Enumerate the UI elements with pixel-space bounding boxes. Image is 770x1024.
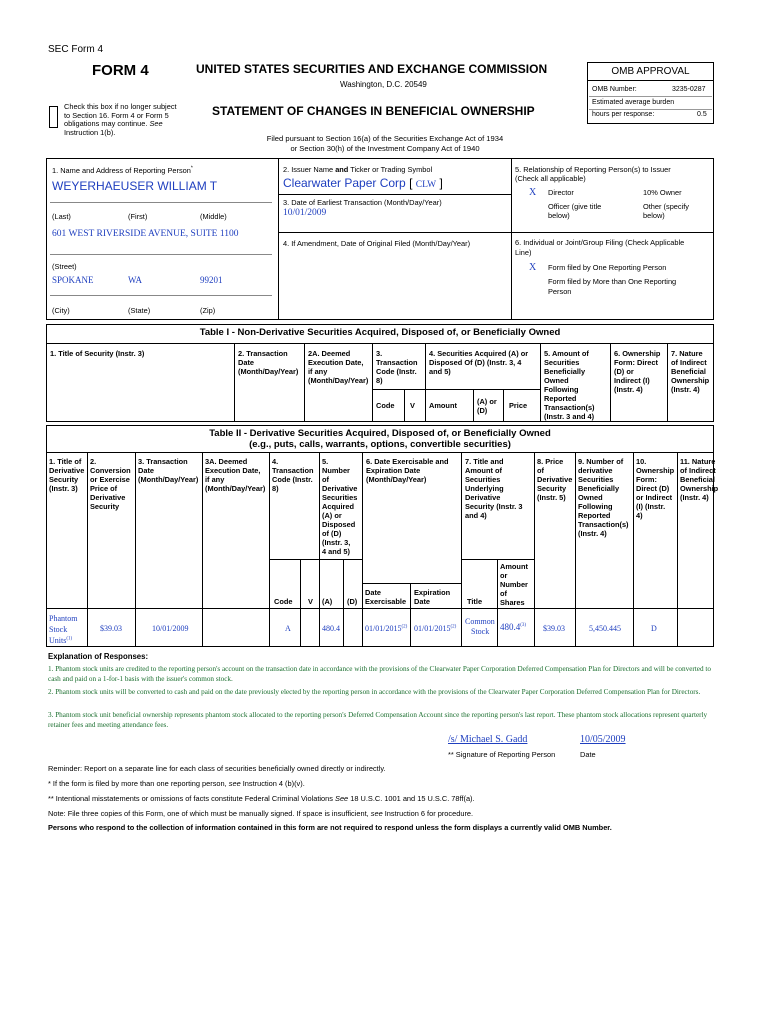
t2-row-title-1: Common bbox=[465, 617, 495, 626]
t2-col2-l6: Security bbox=[90, 502, 120, 511]
explanation-item-2: 2. Phantom stock units will be converted to cash and paid on the date previously elected by the reporting person in accordance with the provisions of the Clearwater Paper Corporation Deferred Compensation Plan for Directors. bbox=[48, 688, 701, 696]
t2-col9-l5: Owned bbox=[578, 493, 603, 502]
t2-col5-l6: Acquired bbox=[322, 502, 355, 511]
omb-number-label: OMB Number: bbox=[592, 86, 637, 93]
t2-col3a-l1: 3A. Deemed bbox=[205, 457, 248, 466]
t2-col8-l2: of bbox=[537, 466, 544, 475]
t2-sub-date-ex-2: Exercisable bbox=[365, 597, 407, 606]
t2-col5-l3: of bbox=[322, 475, 329, 484]
file-note-1: Note: File three copies of this Form, one of which must be manually signed. If space is insufficient, bbox=[48, 809, 369, 818]
t2-col3a-header bbox=[205, 457, 265, 493]
t2-col7-l5: Derivative bbox=[465, 493, 501, 502]
t2-col5-l8: Disposed bbox=[322, 520, 356, 529]
other-label-2: below) bbox=[643, 211, 665, 220]
t1-col3-l2: Transaction bbox=[376, 358, 418, 367]
one-person-label: Form filed by One Reporting Person bbox=[548, 263, 667, 272]
filed-pursuant-1: Filed pursuant to Section 16(a) of the Securities Exchange Act of 1934 bbox=[266, 134, 504, 143]
director-mark[interactable]: X bbox=[529, 187, 537, 198]
t2-row-shares-text: 480.4 bbox=[500, 622, 521, 632]
earliest-transaction-label: 3. Date of Earliest Transaction (Month/Day/Year) bbox=[283, 198, 442, 207]
zip-label: (Zip) bbox=[200, 306, 216, 315]
signature-label: ** Signature of Reporting Person bbox=[448, 750, 556, 759]
t2-col6-l2: Expiration Date bbox=[366, 466, 421, 475]
t2-col7-l7: and 4) bbox=[465, 511, 487, 520]
t2-col5-l1: 5. bbox=[322, 457, 329, 466]
t2-col1-l3: Security bbox=[49, 475, 79, 484]
t1-col4-l1: 4. Securities Acquired (A) or bbox=[429, 349, 529, 358]
relationship-label-2: (Check all applicable) bbox=[515, 174, 586, 183]
t2-col9-l9: (Instr. 4) bbox=[578, 529, 607, 538]
t2-col8-header bbox=[537, 457, 572, 502]
t2-col5-l7: (A) or bbox=[322, 511, 342, 520]
t1-sub-v: V bbox=[410, 401, 415, 410]
t2-col10-l3: Form: bbox=[636, 475, 657, 484]
more-persons-label bbox=[548, 277, 676, 297]
checkbox-text-2: to Section 16. Form 4 or Form 5 bbox=[64, 110, 169, 120]
checkbox-text-3a: obligations may continue. bbox=[64, 119, 148, 129]
t2-row-title bbox=[465, 617, 495, 637]
t1-col7-l2: of Indirect bbox=[671, 358, 707, 367]
dstar-note-2: 18 U.S.C. 1001 and 15 U.S.C. 78ff(a). bbox=[350, 794, 475, 803]
t2-row-security-3 bbox=[49, 635, 77, 646]
t2-row-number-a: 480.4 bbox=[322, 624, 340, 633]
t1-col2a-l1: 2A. Deemed bbox=[308, 349, 351, 358]
t2-row-shares-fn: (3) bbox=[520, 623, 527, 628]
t2-row-security-fn: (1) bbox=[66, 636, 73, 642]
t2-col1-l1: 1. Title of bbox=[49, 457, 82, 466]
t2-col7-l6: Security (Instr. 3 bbox=[465, 502, 523, 511]
t2-col10-l5: or Indirect bbox=[636, 493, 673, 502]
table-2-title-1: Table II - Derivative Securities Acquired, Disposed of, or Beneficially Owned bbox=[209, 428, 551, 439]
t1-col4-header bbox=[429, 349, 528, 376]
checkbox-text-3b: See bbox=[149, 119, 163, 129]
star-note-2: Instruction 4 (b)(v). bbox=[242, 779, 305, 788]
explanation-item-1: 1. Phantom stock units are credited to the reporting person's account on the transaction date in accordance with the provisions of the Clearwater Paper Corporation Deferred Compensation Plan for Directors and will be converted to cash and paid on a 1-for-1 basis with the issuer's common stock. bbox=[48, 665, 711, 683]
reporting-person-label: 1. Name and Address of Reporting Person* bbox=[52, 165, 193, 175]
t2-col5-l2: Number bbox=[322, 466, 350, 475]
t2-col4-l1: 4. bbox=[272, 457, 279, 466]
t2-row-date: 10/01/2009 bbox=[152, 624, 189, 633]
ticker-symbol[interactable]: CLW bbox=[415, 180, 437, 190]
t2-col5-l5: Securities bbox=[322, 493, 358, 502]
t1-col2a-l3: if any bbox=[308, 367, 328, 376]
state-value[interactable]: WA bbox=[128, 275, 142, 285]
t1-col5-l6: Reported bbox=[544, 394, 577, 403]
t2-col2-l2: Conversion bbox=[90, 466, 131, 475]
t2-col4-l4: 8) bbox=[272, 484, 279, 493]
explanation-item-3: 3. Phantom stock unit beneficial ownership represents phantom stock allocated to the reporting person's Deferred Compensation Account since the reporting person's last report. These phantom stock allocations represent quarterly retainer fees and meeting attendance fees. bbox=[48, 711, 708, 729]
file-copies-note bbox=[48, 809, 728, 819]
t2-col1-l2: Derivative bbox=[49, 466, 85, 475]
t1-col3-l1: 3. bbox=[376, 349, 383, 358]
t1-sub-price: Price bbox=[509, 401, 528, 410]
t2-row-owned: 5,450.445 bbox=[589, 624, 621, 633]
t2-col4-l2: Transaction bbox=[272, 466, 314, 475]
filing-label-2: Line) bbox=[515, 248, 532, 257]
t2-row-security bbox=[49, 613, 77, 646]
director-label: Director bbox=[548, 188, 574, 197]
city-value[interactable]: SPOKANE bbox=[52, 275, 94, 285]
other-label-1: Other (specify bbox=[643, 202, 690, 211]
omb-title: OMB APPROVAL bbox=[611, 66, 690, 77]
issuer-name[interactable]: Clearwater Paper Corp [ CLW ] bbox=[283, 176, 443, 190]
t2-row-code: A bbox=[285, 624, 291, 633]
t1-col3-l4: 8) bbox=[376, 376, 383, 385]
t2-row-exercisable-fn: (2) bbox=[401, 624, 408, 630]
other-label bbox=[643, 202, 689, 220]
t2-col7-l1: 7. Title and bbox=[465, 457, 504, 466]
t2-col5-l10: (Instr. 3, bbox=[322, 538, 351, 547]
t2-row-shares bbox=[500, 623, 526, 632]
dstar-note-1: ** Intentional misstatements or omissions of facts constitute Federal Criminal Violations bbox=[48, 794, 333, 803]
signature-name[interactable]: /s/ Michael S. Gadd bbox=[448, 734, 528, 745]
relationship-label-1: 5. Relationship of Reporting Person(s) to Issuer bbox=[515, 165, 671, 174]
t2-col8-l5: (Instr. 5) bbox=[537, 493, 566, 502]
filed-pursuant bbox=[230, 134, 540, 154]
t2-col6-header bbox=[366, 457, 449, 484]
t2-sub-a: (A) bbox=[322, 597, 333, 606]
t2-col10-l1: 10. bbox=[636, 457, 647, 466]
issuer-name-value[interactable]: Clearwater Paper Corp bbox=[283, 176, 406, 190]
omb-hours-label: hours per response: bbox=[592, 111, 655, 118]
t2-row-price: $39.03 bbox=[543, 624, 565, 633]
t2-col7-l2: Amount of bbox=[465, 466, 502, 475]
one-person-mark[interactable]: X bbox=[529, 262, 537, 273]
t1-col7-l5: (Instr. 4) bbox=[671, 385, 700, 394]
t2-sub-v: V bbox=[308, 597, 313, 606]
t1-col2-l3: (Month/Day/Year) bbox=[238, 367, 299, 376]
table-2-title-2: (e.g., puts, calls, warrants, options, convertible securities) bbox=[249, 439, 511, 450]
city-label: (City) bbox=[52, 306, 70, 315]
double-star-note bbox=[48, 794, 728, 804]
omb-burden-label: Estimated average burden bbox=[592, 99, 675, 106]
t2-col9-l8: Transaction(s) bbox=[578, 520, 629, 529]
t1-col6-l2: Form: Direct bbox=[614, 358, 658, 367]
table-2-title bbox=[46, 428, 714, 450]
issuer-label-a: 2. Issuer Name bbox=[283, 165, 334, 174]
t2-col7-header bbox=[465, 457, 523, 520]
street-label: (Street) bbox=[52, 262, 77, 271]
dstar-note-see: See bbox=[335, 794, 349, 803]
t2-col11-l4: Ownership bbox=[680, 484, 719, 493]
signature-date[interactable]: 10/05/2009 bbox=[580, 734, 626, 745]
statement-title: STATEMENT OF CHANGES IN BENEFICIAL OWNERSHIP bbox=[212, 104, 535, 118]
t1-sub-a-or-d bbox=[477, 397, 497, 415]
t1-col5-header bbox=[544, 349, 595, 421]
t1-col5-l8: (Instr. 3 and 4) bbox=[544, 412, 595, 421]
t2-col11-header bbox=[680, 457, 718, 502]
t1-col6-header bbox=[614, 349, 660, 394]
t1-col6-l4: Indirect (I) bbox=[614, 376, 650, 385]
issuer-name-label bbox=[283, 165, 432, 174]
explanation-title: Explanation of Responses: bbox=[48, 652, 149, 661]
filed-pursuant-2: or Section 30(h) of the Investment Company Act of 1940 bbox=[290, 144, 480, 153]
t1-col2a-l2: Execution Date, bbox=[308, 358, 364, 367]
star-note bbox=[48, 779, 728, 789]
t2-col7-l3: Securities bbox=[465, 475, 501, 484]
t2-col1-header bbox=[49, 457, 84, 493]
t1-col1-header: 1. Title of Security (Instr. 3) bbox=[50, 349, 145, 358]
t2-col1-l4: (Instr. 3) bbox=[49, 484, 78, 493]
t2-sub-code: Code bbox=[274, 597, 293, 606]
t2-row-form: D bbox=[651, 624, 657, 633]
t1-sub-aord-2: (D) bbox=[477, 406, 488, 415]
t1-col2-l2: Date bbox=[238, 358, 255, 367]
t2-row-security-3-text: Units bbox=[49, 636, 67, 645]
reminder-note: Reminder: Report on a separate line for each class of securities beneficially owned directly or indirectly. bbox=[48, 764, 386, 773]
omb-hours-value: 0.5 bbox=[697, 111, 707, 118]
t1-col7-header bbox=[671, 349, 709, 394]
t2-col10-header bbox=[636, 457, 674, 520]
t2-col6-l1: 6. Date Exercisable and bbox=[366, 457, 449, 466]
t2-col11-l2: of Indirect bbox=[680, 466, 716, 475]
t1-col4-l3: and 5) bbox=[429, 367, 451, 376]
persons-note: Persons who respond to the collection of information contained in this form are not required to respond unless the form displays a currently valid OMB Number. bbox=[48, 823, 612, 832]
t1-col5-l2: Securities bbox=[544, 358, 580, 367]
issuer-label-and: and bbox=[335, 165, 349, 174]
t2-sub-exp-2: Date bbox=[414, 597, 431, 606]
t2-col6-l3: (Month/Day/Year) bbox=[366, 475, 427, 484]
t2-col7-l4: Underlying bbox=[465, 484, 504, 493]
t2-col2-l5: Derivative bbox=[90, 493, 126, 502]
t2-col2-l4: Price of bbox=[90, 484, 118, 493]
t2-row-conversion: $39.03 bbox=[100, 624, 122, 633]
t1-col5-l7: Transaction(s) bbox=[544, 403, 595, 412]
t2-row-expiration bbox=[414, 624, 456, 633]
t2-col4-l3: Code (Instr. bbox=[272, 475, 313, 484]
officer-label bbox=[548, 202, 601, 220]
no-longer-subject-checkbox[interactable] bbox=[49, 106, 58, 128]
reporting-person-label-text: 1. Name and Address of Reporting Person bbox=[52, 166, 191, 175]
file-note-2: Instruction 6 for procedure. bbox=[384, 809, 474, 818]
t1-col2a-header bbox=[308, 349, 368, 385]
checkbox-text-4: Instruction 1(b). bbox=[64, 127, 116, 137]
t2-col11-l3: Beneficial bbox=[680, 475, 715, 484]
t2-col3-l3: (Month/Day/Year) bbox=[138, 475, 199, 484]
t1-sub-amount: Amount bbox=[429, 401, 457, 410]
amendment-label: 4. If Amendment, Date of Original Filed (Month/Day/Year) bbox=[283, 239, 471, 248]
t2-sub-date-ex-1: Date bbox=[365, 588, 382, 597]
t1-col4-l2: Disposed Of (D) (Instr. 3, 4 bbox=[429, 358, 522, 367]
t2-sub-amount-l1: Amount bbox=[500, 562, 528, 571]
t2-col10-l2: Ownership bbox=[636, 466, 675, 475]
t2-sub-amount-l4: of bbox=[500, 589, 507, 598]
t2-row-title-2: Stock bbox=[471, 627, 490, 636]
relationship-label bbox=[515, 165, 671, 183]
t1-col5-l4: Owned bbox=[544, 376, 569, 385]
commission-city: Washington, D.C. 20549 bbox=[340, 80, 427, 89]
zip-value[interactable]: 99201 bbox=[200, 275, 223, 285]
reporting-person-name[interactable]: WEYERHAEUSER WILLIAM T bbox=[52, 179, 218, 193]
t2-sub-expiration bbox=[414, 588, 450, 606]
t2-col9-l3: Securities bbox=[578, 475, 614, 484]
t2-col2-l3: or Exercise bbox=[90, 475, 130, 484]
t2-col5-l11: 4 and 5) bbox=[322, 547, 350, 556]
more-persons-label-2: Person bbox=[548, 287, 572, 296]
more-persons-label-1: Form filed by More than One Reporting bbox=[548, 277, 677, 286]
checkbox-instruction bbox=[64, 103, 177, 137]
middle-label: (Middle) bbox=[200, 212, 227, 221]
t2-col4-header bbox=[272, 457, 313, 493]
officer-label-2: below) bbox=[548, 211, 570, 220]
t2-col3a-l3: if any bbox=[205, 475, 225, 484]
t1-sub-code: Code bbox=[376, 401, 395, 410]
t1-col6-l1: 6. Ownership bbox=[614, 349, 661, 358]
t2-sub-date-exercisable bbox=[365, 588, 406, 606]
ten-percent-owner-label: 10% Owner bbox=[643, 188, 682, 197]
t2-col10-l4: Direct (D) bbox=[636, 484, 670, 493]
t2-row-expiration-text: 01/01/2015 bbox=[414, 624, 451, 633]
t2-col3a-l4: (Month/Day/Year) bbox=[205, 484, 266, 493]
street-address[interactable]: 601 WEST RIVERSIDE AVENUE, SUITE 1100 bbox=[52, 229, 239, 239]
t1-col5-l1: 5. Amount of bbox=[544, 349, 589, 358]
t2-sub-title: Title bbox=[467, 597, 483, 606]
t1-col6-l3: (D) or bbox=[614, 367, 634, 376]
t2-col5-l9: of (D) bbox=[322, 529, 342, 538]
first-label: (First) bbox=[128, 212, 148, 221]
t2-col5-l4: Derivative bbox=[322, 484, 358, 493]
t2-sub-amount-l3: Number bbox=[500, 580, 528, 589]
t2-col10-l7: 4) bbox=[636, 511, 643, 520]
t2-col8-l4: Security bbox=[537, 484, 567, 493]
t2-col9-l7: Reported bbox=[578, 511, 611, 520]
t2-col9-l2: derivative bbox=[578, 466, 613, 475]
sec-form-label: SEC Form 4 bbox=[48, 44, 104, 55]
t2-col8-l3: Derivative bbox=[537, 475, 573, 484]
t2-col9-l6: Following bbox=[578, 502, 613, 511]
t1-col2a-l4: (Month/Day/Year) bbox=[308, 376, 369, 385]
table-1-title: Table I - Non-Derivative Securities Acquired, Disposed of, or Beneficially Owned bbox=[199, 327, 561, 338]
last-label: (Last) bbox=[52, 212, 71, 221]
t2-col9-l4: Beneficially bbox=[578, 484, 620, 493]
t2-col3-l1: 3. Transaction bbox=[138, 457, 188, 466]
t2-sub-amount bbox=[500, 562, 528, 607]
t1-col3-header bbox=[376, 349, 417, 385]
star-note-1: * If the form is filed by more than one reporting person, bbox=[48, 779, 227, 788]
t2-col3-l2: Date bbox=[138, 466, 155, 475]
t2-col5-header bbox=[322, 457, 357, 556]
t2-col3-header bbox=[138, 457, 198, 484]
t2-row-security-1: Phantom bbox=[49, 614, 78, 623]
officer-label-1: Officer (give title bbox=[548, 202, 602, 211]
checkbox-text-1: Check this box if no longer subject bbox=[64, 102, 177, 111]
t1-col6-l5: (Instr. 4) bbox=[614, 385, 643, 394]
t2-col3a-l2: Execution Date, bbox=[205, 466, 261, 475]
star-note-see: see bbox=[228, 779, 241, 788]
t2-col2-l1: 2. bbox=[90, 457, 97, 466]
t2-row-exercisable-text: 01/01/2015 bbox=[365, 624, 402, 633]
t1-col3-l3: Code (Instr. bbox=[376, 367, 417, 376]
t1-col7-l3: Beneficial bbox=[671, 367, 706, 376]
t1-col7-l1: 7. Nature bbox=[671, 349, 703, 358]
t2-row-exercisable bbox=[365, 624, 407, 633]
filing-label-1: 6. Individual or Joint/Group Filing (Check Applicable bbox=[515, 238, 685, 247]
t2-col8-l1: 8. Price bbox=[537, 457, 564, 466]
t2-sub-d: (D) bbox=[347, 597, 358, 606]
t2-col9-l1: 9. Number of bbox=[578, 457, 624, 466]
t1-col5-l5: Following bbox=[544, 385, 579, 394]
t1-col2-header bbox=[238, 349, 298, 376]
form-title: FORM 4 bbox=[92, 62, 149, 79]
omb-number-value: 3235-0287 bbox=[672, 86, 706, 93]
t2-col11-l5: (Instr. 4) bbox=[680, 493, 709, 502]
issuer-label-b: Ticker or Trading Symbol bbox=[350, 165, 433, 174]
t1-sub-aord-1: (A) or bbox=[477, 397, 497, 406]
t1-col2-l1: 2. Transaction bbox=[238, 349, 288, 358]
t2-sub-amount-l2: or bbox=[500, 571, 508, 580]
file-note-see: see bbox=[370, 809, 383, 818]
t2-row-security-2: Stock bbox=[49, 625, 68, 634]
signature-date-label: Date bbox=[580, 750, 596, 759]
t2-row-expiration-fn: (2) bbox=[450, 624, 457, 630]
t2-col2-header bbox=[90, 457, 131, 511]
t2-col11-l1: 11. Nature bbox=[680, 457, 716, 466]
t2-col10-l6: (I) (Instr. bbox=[636, 502, 666, 511]
t1-col5-l3: Beneficially bbox=[544, 367, 586, 376]
commission-title: UNITED STATES SECURITIES AND EXCHANGE COMMISSION bbox=[196, 62, 548, 76]
t2-sub-amount-l5: Shares bbox=[500, 598, 525, 607]
filing-type-label bbox=[515, 238, 684, 258]
state-label: (State) bbox=[128, 306, 151, 315]
t1-col7-l4: Ownership bbox=[671, 376, 710, 385]
t2-sub-exp-1: Expiration bbox=[414, 588, 451, 597]
earliest-transaction-date[interactable]: 10/01/2009 bbox=[283, 208, 327, 218]
t2-col9-header bbox=[578, 457, 629, 538]
